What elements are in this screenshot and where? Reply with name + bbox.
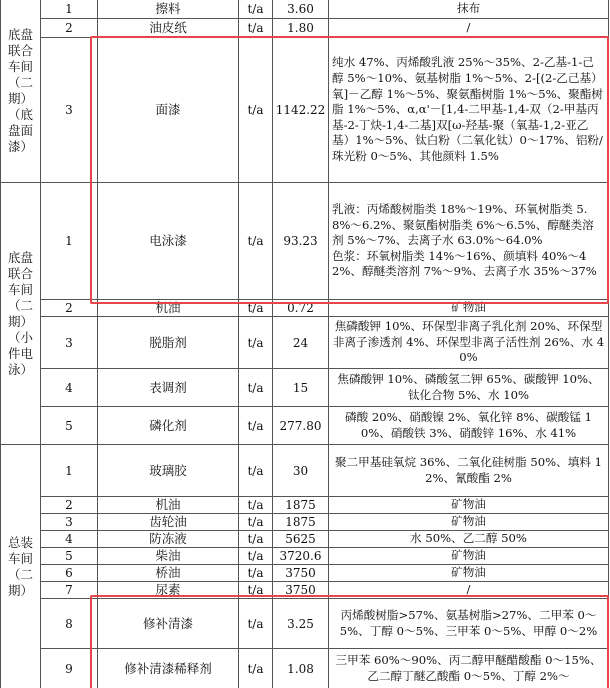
annual-amount: 0.72: [273, 300, 329, 317]
composition-text: 色浆：环氧树脂类 14%～16%、颜填料 40%～42%、醇醚类溶剂 7%～9%、去离子水 35%～37%: [332, 248, 597, 279]
composition-cell: [329, 38, 609, 183]
composition-text: 矿物油: [451, 548, 486, 563]
material-name: 机油: [98, 497, 239, 514]
table-row: [1, 599, 609, 649]
table-row: [1, 300, 609, 317]
composition-cell: [329, 582, 609, 599]
annual-amount: 1.08: [273, 649, 329, 688]
composition-text: /: [466, 582, 471, 597]
table-row: [1, 445, 609, 497]
row-number: 8: [41, 599, 98, 649]
table-row: [1, 369, 609, 407]
composition-cell: [329, 445, 609, 497]
table-row: [1, 183, 609, 300]
row-number: 2: [41, 300, 98, 317]
row-number: 6: [41, 565, 98, 582]
row-number: 1: [41, 0, 98, 19]
annual-amount: 24: [273, 317, 329, 369]
unit: t/a: [239, 19, 273, 38]
unit: t/a: [239, 531, 273, 548]
composition-text: 抹布: [456, 1, 481, 16]
workshop-group-cell: 底盘联合车间（二期）（底盘面漆）: [1, 0, 41, 183]
annual-amount: 1.80: [273, 19, 329, 38]
row-number: 2: [41, 497, 98, 514]
annual-amount: 1875: [273, 514, 329, 531]
composition-text: 水 50%、乙二醇 50%: [410, 531, 527, 546]
annual-amount: 15: [273, 369, 329, 407]
row-number: 5: [41, 548, 98, 565]
material-name: 电泳漆: [98, 183, 239, 300]
composition-text: 矿物油: [451, 300, 486, 315]
composition-text: 焦磷酸钾 10%、磷酸氢二钾 65%、碳酸钾 10%、钛化合物 5%、水 10%: [337, 371, 600, 402]
composition-cell: [329, 369, 609, 407]
material-name: 齿轮油: [98, 514, 239, 531]
material-name: 柴油: [98, 548, 239, 565]
material-name: 修补清漆: [98, 599, 239, 649]
table-row: [1, 649, 609, 688]
composition-text: 矿物油: [451, 497, 486, 512]
row-number: 9: [41, 649, 98, 688]
row-number: 1: [41, 445, 98, 497]
annual-amount: 3750: [273, 565, 329, 582]
material-name: 擦料: [98, 0, 239, 19]
table-row: [1, 407, 609, 445]
row-number: 1: [41, 183, 98, 300]
unit: t/a: [239, 497, 273, 514]
workshop-group-cell: 底盘联合车间（二期）（小件电泳）: [1, 183, 41, 445]
composition-text: 矿物油: [451, 565, 486, 580]
material-name: 玻璃胶: [98, 445, 239, 497]
material-name: 油皮纸: [98, 19, 239, 38]
material-name: 尿素: [98, 582, 239, 599]
unit: t/a: [239, 514, 273, 531]
composition-cell: [329, 300, 609, 317]
composition-text: 丙烯酸树脂>57%、氨基树脂>27%、二甲苯 0～5%、丁醇 0～5%、三甲苯 0～5%、甲醇 0～2%: [339, 607, 598, 638]
annual-amount: 30: [273, 445, 329, 497]
table-body: [1, 0, 609, 688]
composition-cell: [329, 497, 609, 514]
unit: t/a: [239, 369, 273, 407]
workshop-group-cell: 总装车间（二期）: [1, 445, 41, 688]
composition-cell: [329, 565, 609, 582]
composition-cell: [329, 531, 609, 548]
composition-text: 纯水 47%、丙烯酸乳液 25%～35%、2-乙基-1-己醇 5%～10%、氨基树脂 1%～5%、2-[(2-乙己基）氧]－乙醇 1%～5%、聚氨酯树脂 1%～5%、聚酯树脂 1%～5%、α,α'－[1,4-二甲基-1,4-双（2-甲基丙基-2-丁炔-1,4-二基]双[ω-羟基-聚（氧基-1,2-亚乙基）1%～5%、钛白粉（二氧化钛）0～17%、铝粉/珠光粉 0～5%、其他颜料 1.5%: [332, 55, 603, 163]
unit: t/a: [239, 183, 273, 300]
composition-cell: [329, 649, 609, 688]
annual-amount: 3.60: [273, 0, 329, 19]
annual-amount: 5625: [273, 531, 329, 548]
annual-amount: 1142.22: [273, 38, 329, 183]
composition-cell: [329, 19, 609, 38]
composition-cell: [329, 0, 609, 19]
table-row: [1, 531, 609, 548]
annual-amount: 93.23: [273, 183, 329, 300]
unit: t/a: [239, 599, 273, 649]
composition-text: 焦磷酸钾 10%、环保型非离子乳化剂 20%、环保型非离子渗透剂 4%、环保型非离子活性剂 26%、水 40%: [332, 319, 605, 365]
table-row: [1, 514, 609, 531]
unit: t/a: [239, 38, 273, 183]
table-row: [1, 565, 609, 582]
material-name: 防冻液: [98, 531, 239, 548]
row-number: 3: [41, 38, 98, 183]
unit: t/a: [239, 582, 273, 599]
row-number: 5: [41, 407, 98, 445]
table-row: [1, 0, 609, 19]
row-number: 3: [41, 514, 98, 531]
unit: t/a: [239, 548, 273, 565]
table-row: [1, 582, 609, 599]
unit: t/a: [239, 0, 273, 19]
table-row: [1, 38, 609, 183]
composition-cell: [329, 599, 609, 649]
material-name: 面漆: [98, 38, 239, 183]
unit: t/a: [239, 565, 273, 582]
material-name: 表调剂: [98, 369, 239, 407]
annual-amount: 3.25: [273, 599, 329, 649]
table-row: [1, 19, 609, 38]
row-number: 4: [41, 369, 98, 407]
composition-text: 聚二甲基硅氧烷 36%、二氧化硅树脂 50%、填料 12%、氰酸酯 2%: [334, 454, 603, 485]
material-name: 桥油: [98, 565, 239, 582]
composition-text: 乳液：丙烯酸树脂类 18%～19%、环氧树脂类 5.8%～6.2%、聚氨酯树脂类 6%～6.5%、醇醚类溶剂 5%～7%、去离子水 63.0%～64.0%: [332, 202, 594, 248]
table-row: [1, 548, 609, 565]
annual-amount: 277.80: [273, 407, 329, 445]
composition-text: 三甲苯 60%～90%、丙二醇甲醚醋酸酯 0～15%、乙二醇丁醚乙酸酯 0～5%、丁醇 2%～: [335, 652, 602, 683]
composition-cell: [329, 407, 609, 445]
annual-amount: 3750: [273, 582, 329, 599]
annual-amount: 1875: [273, 497, 329, 514]
unit: t/a: [239, 300, 273, 317]
table-row: [1, 497, 609, 514]
unit: t/a: [239, 649, 273, 688]
unit: t/a: [239, 317, 273, 369]
unit: t/a: [239, 445, 273, 497]
composition-cell: [329, 183, 609, 300]
row-number: 3: [41, 317, 98, 369]
composition-text: 矿物油: [451, 514, 486, 529]
table-row: [1, 317, 609, 369]
composition-text: /: [466, 20, 471, 35]
material-name: 机油: [98, 300, 239, 317]
composition-text: 磷酸 20%、硝酸镍 2%、氧化锌 8%、碳酸锰 10%、硝酸铁 3%、硝酸锌 16%、水 41%: [345, 409, 592, 440]
composition-cell: [329, 317, 609, 369]
material-name: 脱脂剂: [98, 317, 239, 369]
unit: t/a: [239, 407, 273, 445]
row-number: 4: [41, 531, 98, 548]
annual-amount: 3720.6: [273, 548, 329, 565]
row-number: 2: [41, 19, 98, 38]
material-name: 磷化剂: [98, 407, 239, 445]
composition-cell: [329, 548, 609, 565]
material-name: 修补清漆稀释剂: [98, 649, 239, 688]
row-number: 7: [41, 582, 98, 599]
composition-cell: [329, 514, 609, 531]
